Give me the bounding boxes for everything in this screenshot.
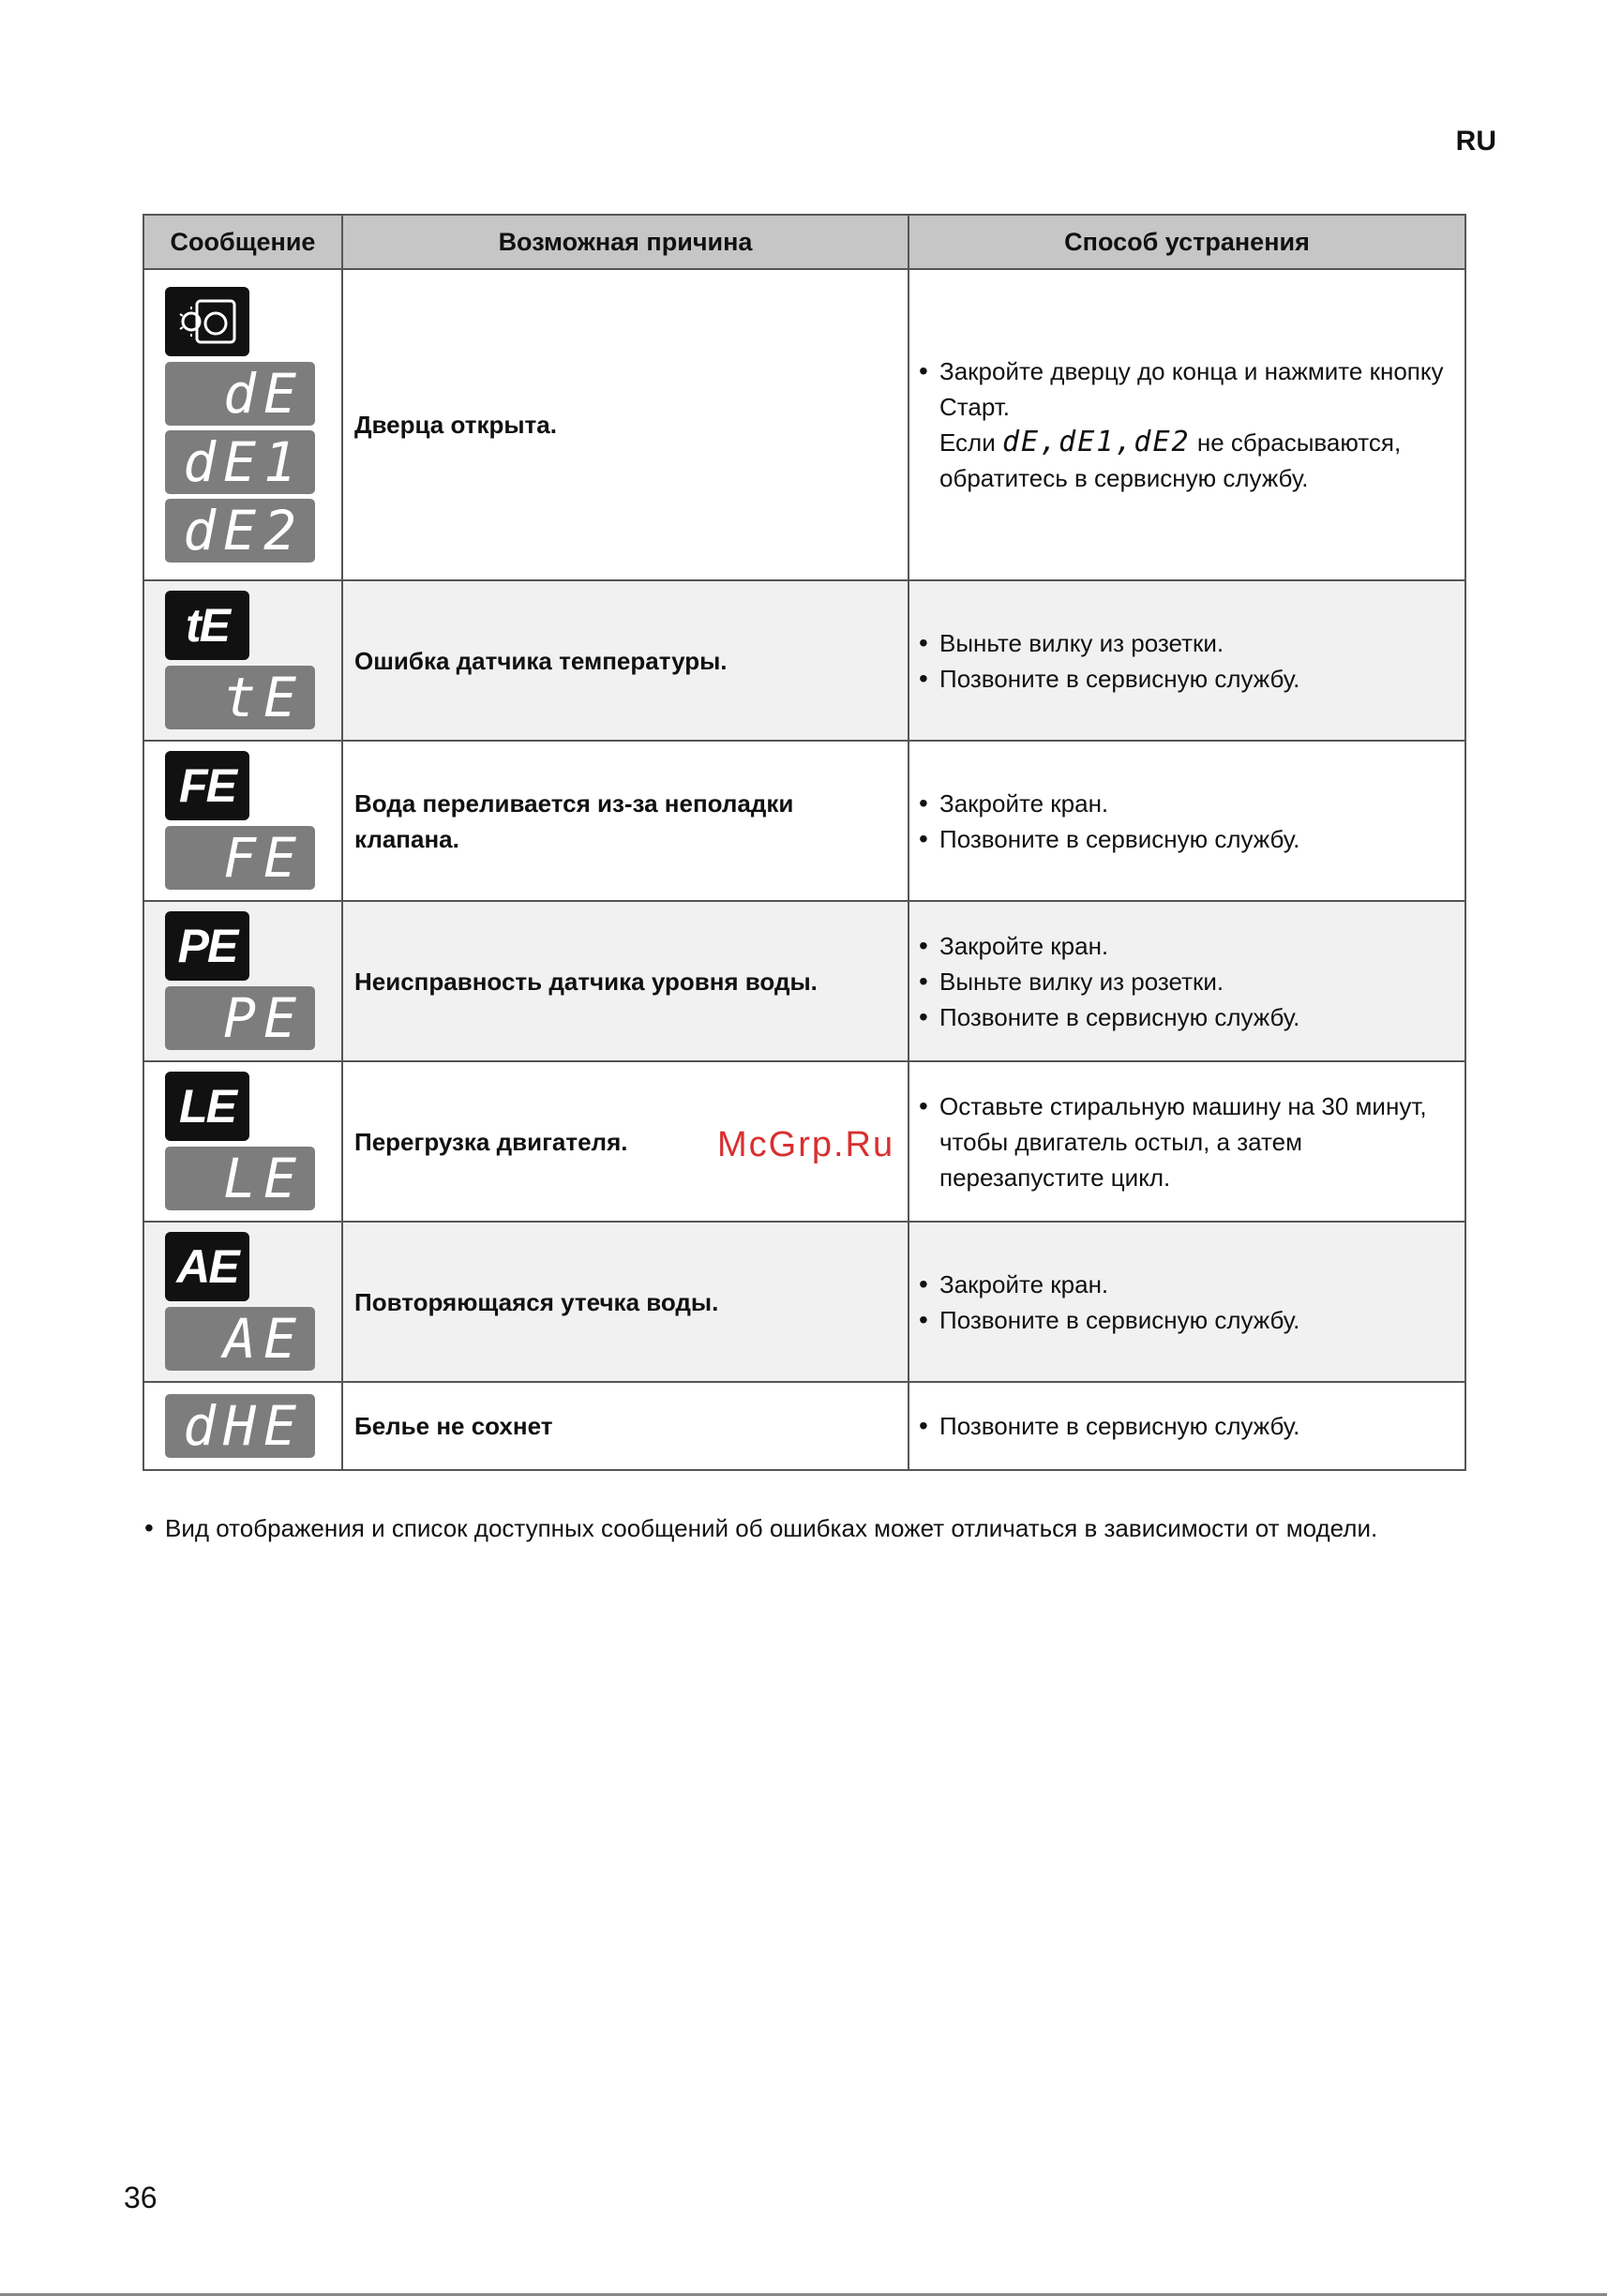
table-header-row	[143, 215, 1465, 269]
error-badge: PE	[165, 911, 249, 981]
remedy-item: • Оставьте стиральную машину на 30 минут, чтобы двигатель остыл, а затем перезапустите цикл.	[919, 1088, 1455, 1195]
message-cell	[143, 901, 342, 1061]
display-code: dHE	[165, 1394, 315, 1458]
error-code-table	[143, 214, 1466, 1471]
footnote: • Вид отображения и список доступных сообщений об ошибках может отличаться в зависимости от модели.	[143, 1511, 1384, 1545]
display-code: dE	[165, 362, 315, 426]
message-cell	[143, 269, 342, 580]
remedy-item: • Закройте дверцу до конца и нажмите кнопку Старт. Если dE,dE1,dE2 не сбрасываются, обратитесь в сервисную службу.	[919, 353, 1455, 496]
table-row	[143, 1222, 1465, 1382]
remedy-cell	[909, 1382, 1465, 1470]
remedy-cell	[909, 901, 1465, 1061]
error-badge: AE	[165, 1232, 249, 1301]
remedy-item: • Позвоните в сервисную службу.	[919, 999, 1455, 1035]
table-row	[143, 580, 1465, 741]
header-remedy: Способ устранения	[909, 215, 1465, 269]
table-row	[143, 741, 1465, 901]
cause-cell: Повторяющаяся утечка воды.	[342, 1222, 909, 1382]
washer-door-icon	[165, 287, 249, 356]
message-cell	[143, 1061, 342, 1222]
cause-cell: Белье не сохнет	[342, 1382, 909, 1470]
table-row	[143, 1382, 1465, 1470]
error-badge: LE	[165, 1072, 249, 1141]
remedy-item: • Позвоните в сервисную службу.	[919, 1408, 1455, 1444]
display-code: AE	[165, 1307, 315, 1371]
remedy-cell	[909, 580, 1465, 741]
header-cause: Возможная причина	[342, 215, 909, 269]
remedy-cell	[909, 1061, 1465, 1222]
table-row	[143, 901, 1465, 1061]
error-badge: tE	[165, 591, 249, 660]
remedy-item: • Выньте вилку из розетки.	[919, 964, 1455, 999]
cause-cell: Ошибка датчика температуры.	[342, 580, 909, 741]
display-code: tE	[165, 666, 315, 729]
display-code: dE2	[165, 499, 315, 563]
message-cell	[143, 1382, 342, 1470]
remedy-cell	[909, 269, 1465, 580]
table-row	[143, 269, 1465, 580]
remedy-item: • Закройте кран.	[919, 1267, 1455, 1302]
remedy-item: • Позвоните в сервисную службу.	[919, 661, 1455, 697]
display-code: LE	[165, 1147, 315, 1210]
message-cell	[143, 1222, 342, 1382]
message-cell	[143, 741, 342, 901]
page-number: 36	[124, 2181, 158, 2214]
watermark: McGrp.Ru	[717, 1125, 895, 1164]
display-code: dE1	[165, 430, 315, 494]
display-code: PE	[165, 986, 315, 1050]
cause-cell: Перегрузка двигателя.	[342, 1061, 909, 1222]
inline-codes: dE,dE1,dE2	[1001, 426, 1191, 458]
message-cell	[143, 580, 342, 741]
remedy-cell	[909, 741, 1465, 901]
remedy-cell	[909, 1222, 1465, 1382]
error-badge: FE	[165, 751, 249, 820]
remedy-item: • Закройте кран.	[919, 928, 1455, 964]
header-message: Сообщение	[143, 215, 342, 269]
remedy-item: • Выньте вилку из розетки.	[919, 625, 1455, 661]
remedy-item: • Закройте кран.	[919, 786, 1455, 821]
cause-cell: Неисправность датчика уровня воды.	[342, 901, 909, 1061]
cause-cell: Вода переливается из-за неполадки клапана.	[342, 741, 909, 901]
cause-cell: Дверца открыта.	[342, 269, 909, 580]
language-label: RU	[1455, 126, 1496, 157]
remedy-item: • Позвоните в сервисную службу.	[919, 1302, 1455, 1338]
display-code: FE	[165, 826, 315, 890]
remedy-item: • Позвоните в сервисную службу.	[919, 821, 1455, 857]
